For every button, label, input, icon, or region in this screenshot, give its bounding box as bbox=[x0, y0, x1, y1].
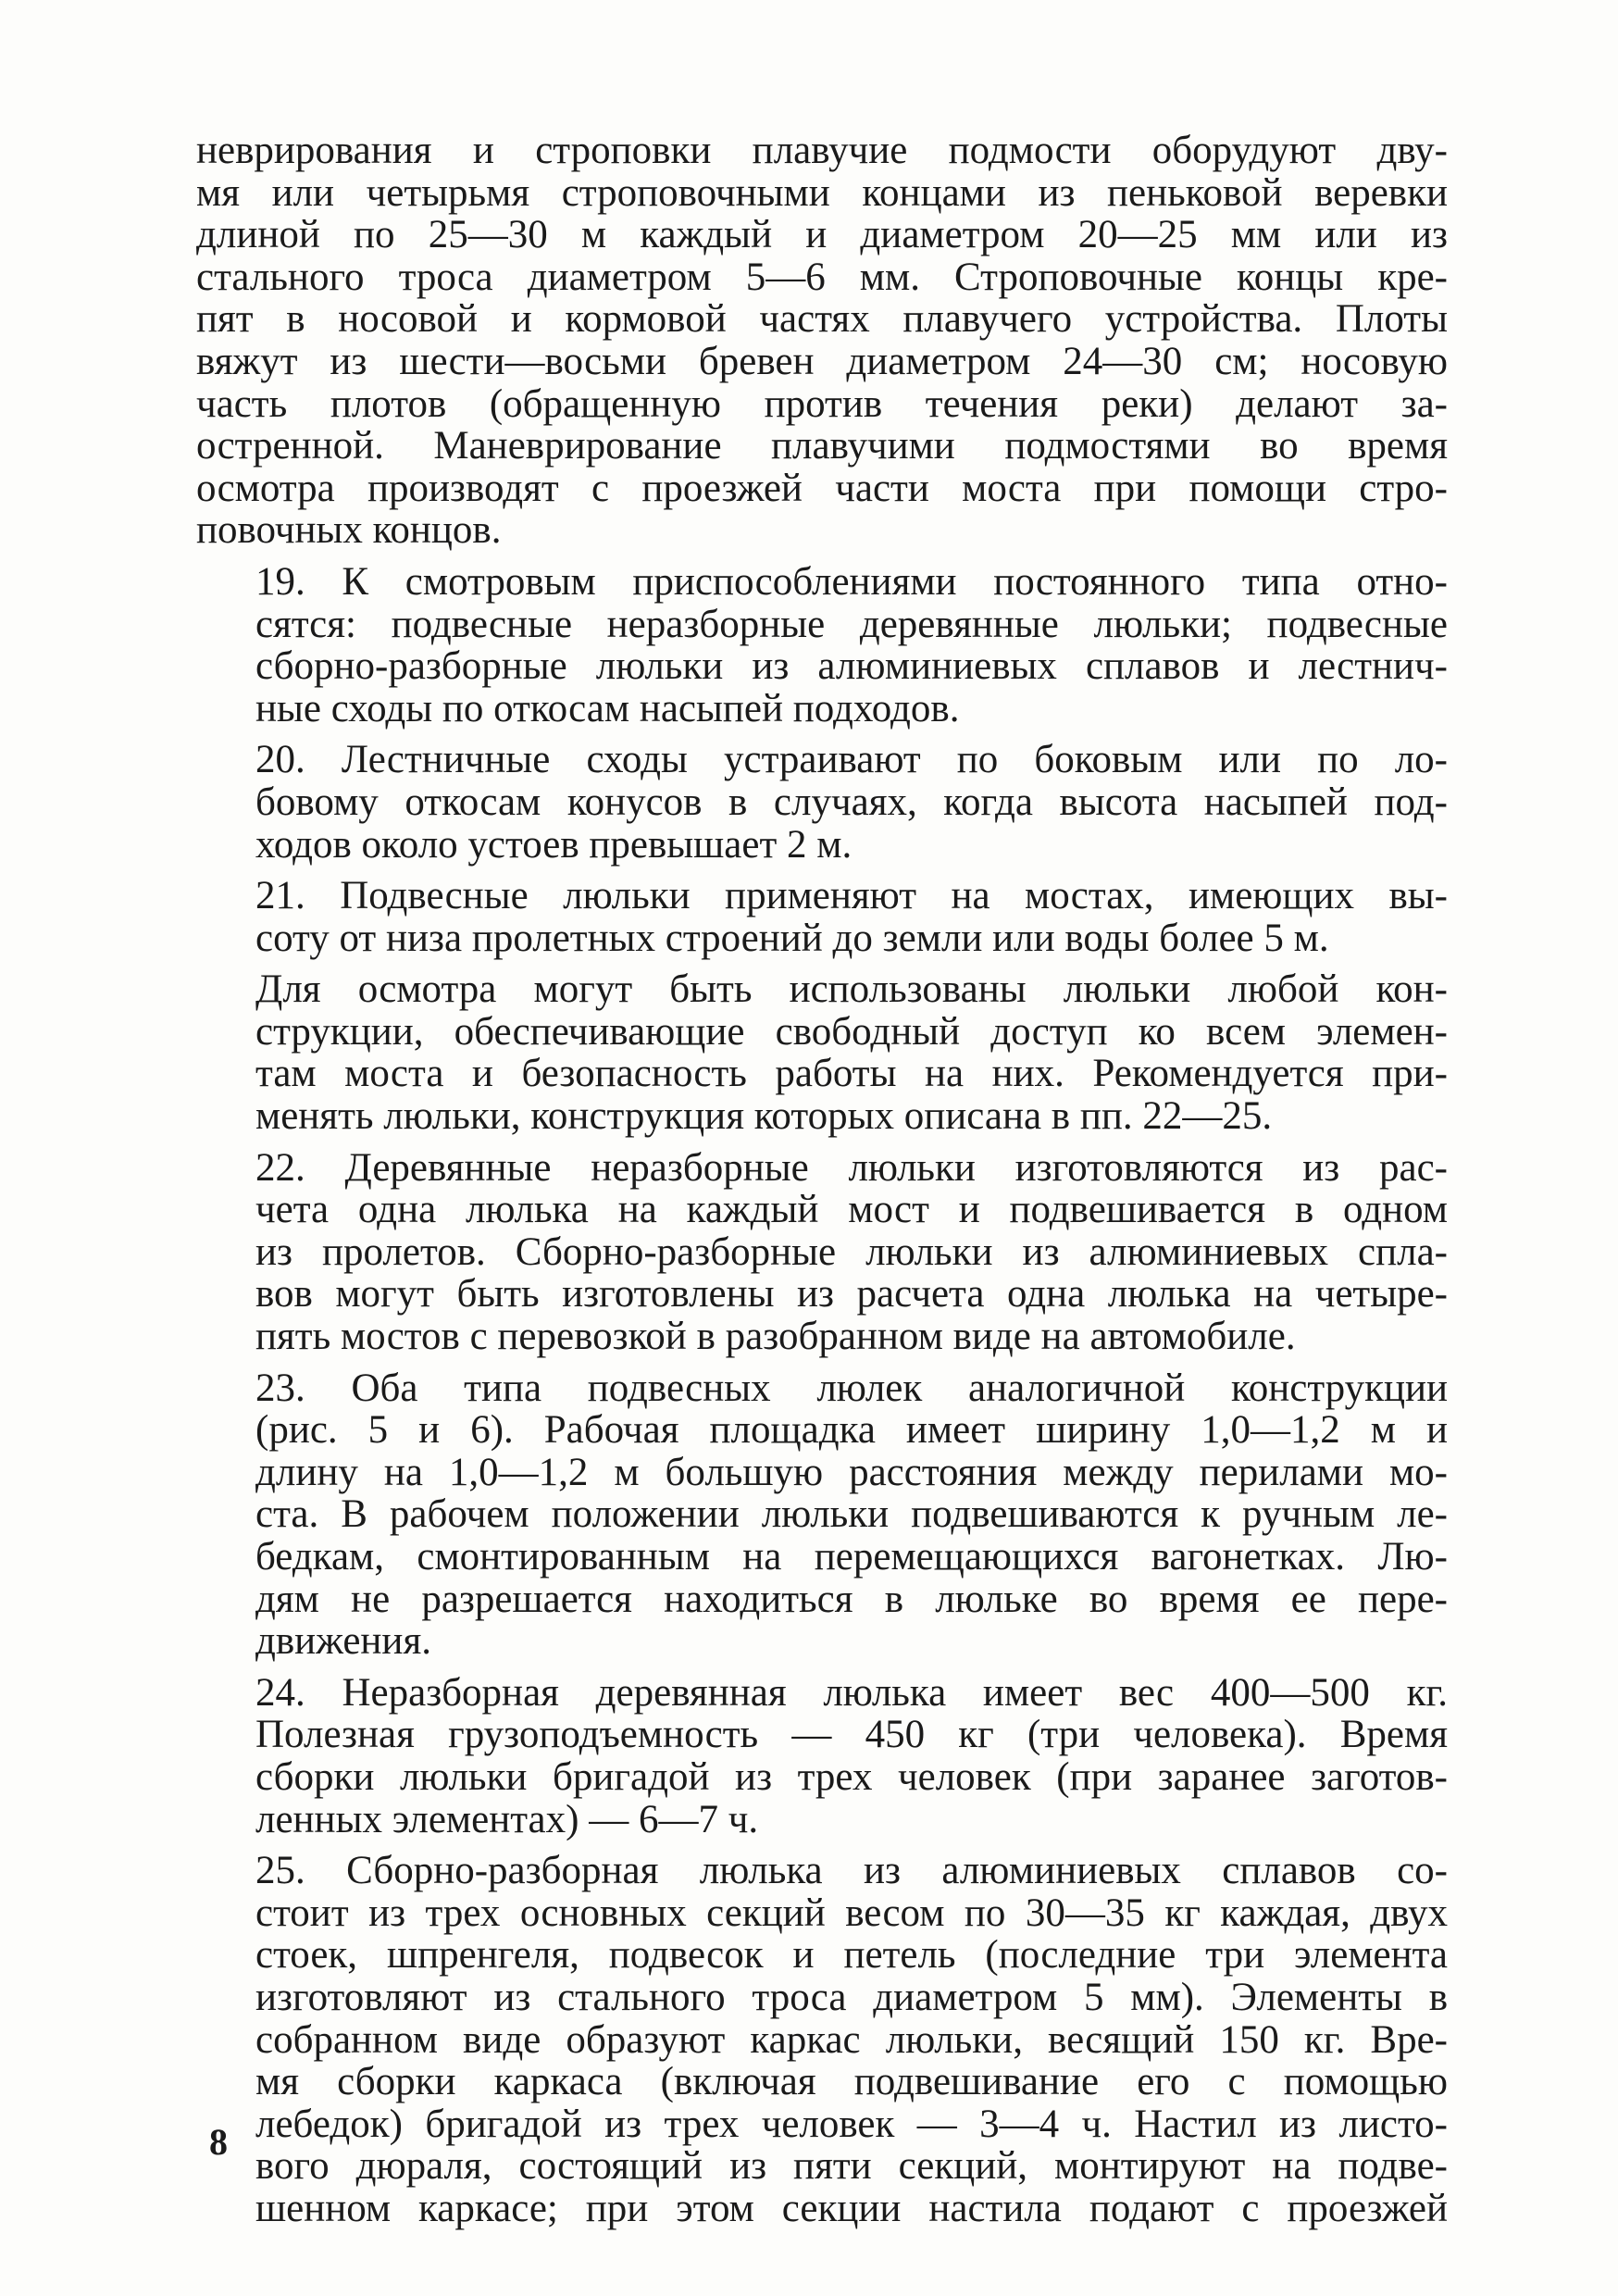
paragraph bbox=[196, 1672, 1448, 1841]
text-line: 23. Оба типа подвесных люлек аналогичной конструкции bbox=[255, 1366, 1448, 1410]
text-line: неврирования и строповки плавучие подмости оборудуют дву- bbox=[196, 129, 1448, 172]
page-number: 8 bbox=[209, 2121, 228, 2163]
text-line: Для осмотра могут быть использованы люльки любой кон- bbox=[255, 967, 1448, 1012]
text-line: ходов около устоев превышает 2 м. bbox=[255, 822, 853, 867]
paragraph bbox=[196, 968, 1448, 1137]
text-line: пят в носовой и кормовой частях плавучего устройства. Плоты bbox=[196, 297, 1448, 342]
paragraph bbox=[196, 875, 1448, 959]
text-line: собранном виде образуют каркас люльки, весящий 150 кг. Вре- bbox=[255, 2017, 1448, 2062]
text-line: движения. bbox=[255, 1619, 431, 1664]
text-line: 21. Подвесные люльки применяют на мостах, имеющих вы- bbox=[255, 874, 1448, 918]
text-line: длиной по 25—30 м каждый и диаметром 20—25 мм или из bbox=[196, 213, 1448, 257]
text-line: 24. Неразборная деревянная люлька имеет вес 400—500 кг. bbox=[255, 1670, 1448, 1715]
text-line: соту от низа пролетных строений до земли или воды более 5 м. bbox=[255, 916, 1329, 960]
text-line: там моста и безопасность работы на них. Рекомендуется при- bbox=[255, 1052, 1448, 1096]
paragraph bbox=[196, 1850, 1448, 2229]
paragraph bbox=[196, 561, 1448, 730]
text-line: шенном каркасе; при этом секции настила подают с проезжей bbox=[255, 2186, 1448, 2230]
text-line: остренной. Маневрирование плавучими подмостями во время bbox=[196, 424, 1448, 468]
text-line: 25. Сборно-разборная люлька из алюминиевых сплавов со- bbox=[255, 1849, 1448, 1893]
text-line: вов могут быть изготовлены из расчета одна люлька на четыре- bbox=[255, 1272, 1448, 1316]
text-line: 20. Лестничные сходы устраивают по боковым или по ло- bbox=[255, 738, 1448, 782]
text-line: менять люльки, конструкция которых описана в пп. 22—25. bbox=[255, 1094, 1273, 1139]
text-line: 22. Деревянные неразборные люльки изготовляются из рас- bbox=[255, 1145, 1448, 1190]
text-line: Полезная грузоподъемность — 450 кг (три человека). Время bbox=[255, 1713, 1448, 1757]
text-line: длину на 1,0—1,2 м большую расстояния между перилами мо- bbox=[255, 1450, 1448, 1494]
text-line: бовому откосам конусов в случаях, когда высота насыпей под- bbox=[255, 780, 1448, 824]
text-line: повочных концов. bbox=[196, 508, 502, 553]
text-line: сборно-разборные люльки из алюминиевых сплавов и лестнич- bbox=[255, 644, 1448, 689]
text-line: ленных элементах) — 6—7 ч. bbox=[255, 1797, 759, 1841]
text-line: лебедок) бригадой из трех человек — 3—4 ч. Настил из листо- bbox=[255, 2102, 1448, 2146]
text-line: стоит из трех основных секций весом по 30—35 кг каждая, двух bbox=[255, 1890, 1448, 1935]
text-line: бедкам, смонтированным на перемещающихся вагонетках. Лю- bbox=[255, 1535, 1448, 1578]
body-text bbox=[196, 130, 1448, 2240]
paragraph bbox=[196, 1367, 1448, 1663]
text-line: ные сходы по откосам насыпей подходов. bbox=[255, 686, 960, 730]
paragraph bbox=[196, 739, 1448, 866]
text-line: дям не разрешается находиться в люльке во время ее пере- bbox=[255, 1577, 1448, 1621]
paragraph bbox=[196, 130, 1448, 552]
text-line: из пролетов. Сборно-разборные люльки из алюминиевых спла- bbox=[255, 1229, 1448, 1274]
text-line: изготовляют из стального троса диаметром 5 мм). Элементы в bbox=[255, 1975, 1448, 2019]
text-line: 19. К смотровым приспособлениями постоянного типа отно- bbox=[255, 559, 1448, 604]
paragraph bbox=[196, 1147, 1448, 1358]
text-line: сборки люльки бригадой из трех человек (при заранее заготов- bbox=[255, 1754, 1448, 1799]
text-line: часть плотов (обращенную против течения реки) делают за- bbox=[196, 381, 1448, 426]
text-line: чета одна люлька на каждый мост и подвешивается в одном bbox=[255, 1188, 1448, 1232]
text-line: осмотра производят с проезжей части моста при помощи стро- bbox=[196, 466, 1448, 510]
text-line: пять мостов с перевозкой в разобранном виде на автомобиле. bbox=[255, 1315, 1296, 1359]
text-line: сятся: подвесные неразборные деревянные люльки; подвесные bbox=[255, 602, 1448, 646]
text-line: (рис. 5 и 6). Рабочая площадка имеет ширину 1,0—1,2 м и bbox=[255, 1408, 1448, 1453]
text-line: вяжут из шести—восьми бревен диаметром 24—30 см; носовую bbox=[196, 339, 1448, 383]
text-line: мя или четырьмя строповочными концами из пеньковой веревки bbox=[196, 170, 1448, 215]
text-line: вого дюраля, состоящий из пяти секций, монтируют на подве- bbox=[255, 2144, 1448, 2189]
text-line: стоек, шпренгеля, подвесок и петель (последние три элемента bbox=[255, 1933, 1448, 1978]
text-line: мя сборки каркаса (включая подвешивание его с помощью bbox=[255, 2060, 1448, 2104]
text-line: ста. В рабочем положении люльки подвешиваются к ручным ле- bbox=[255, 1492, 1448, 1537]
text-line: струкции, обеспечивающие свободный доступ ко всем элемен- bbox=[255, 1009, 1448, 1054]
text-line: стального троса диаметром 5—6 мм. Строповочные концы кре- bbox=[196, 255, 1448, 299]
